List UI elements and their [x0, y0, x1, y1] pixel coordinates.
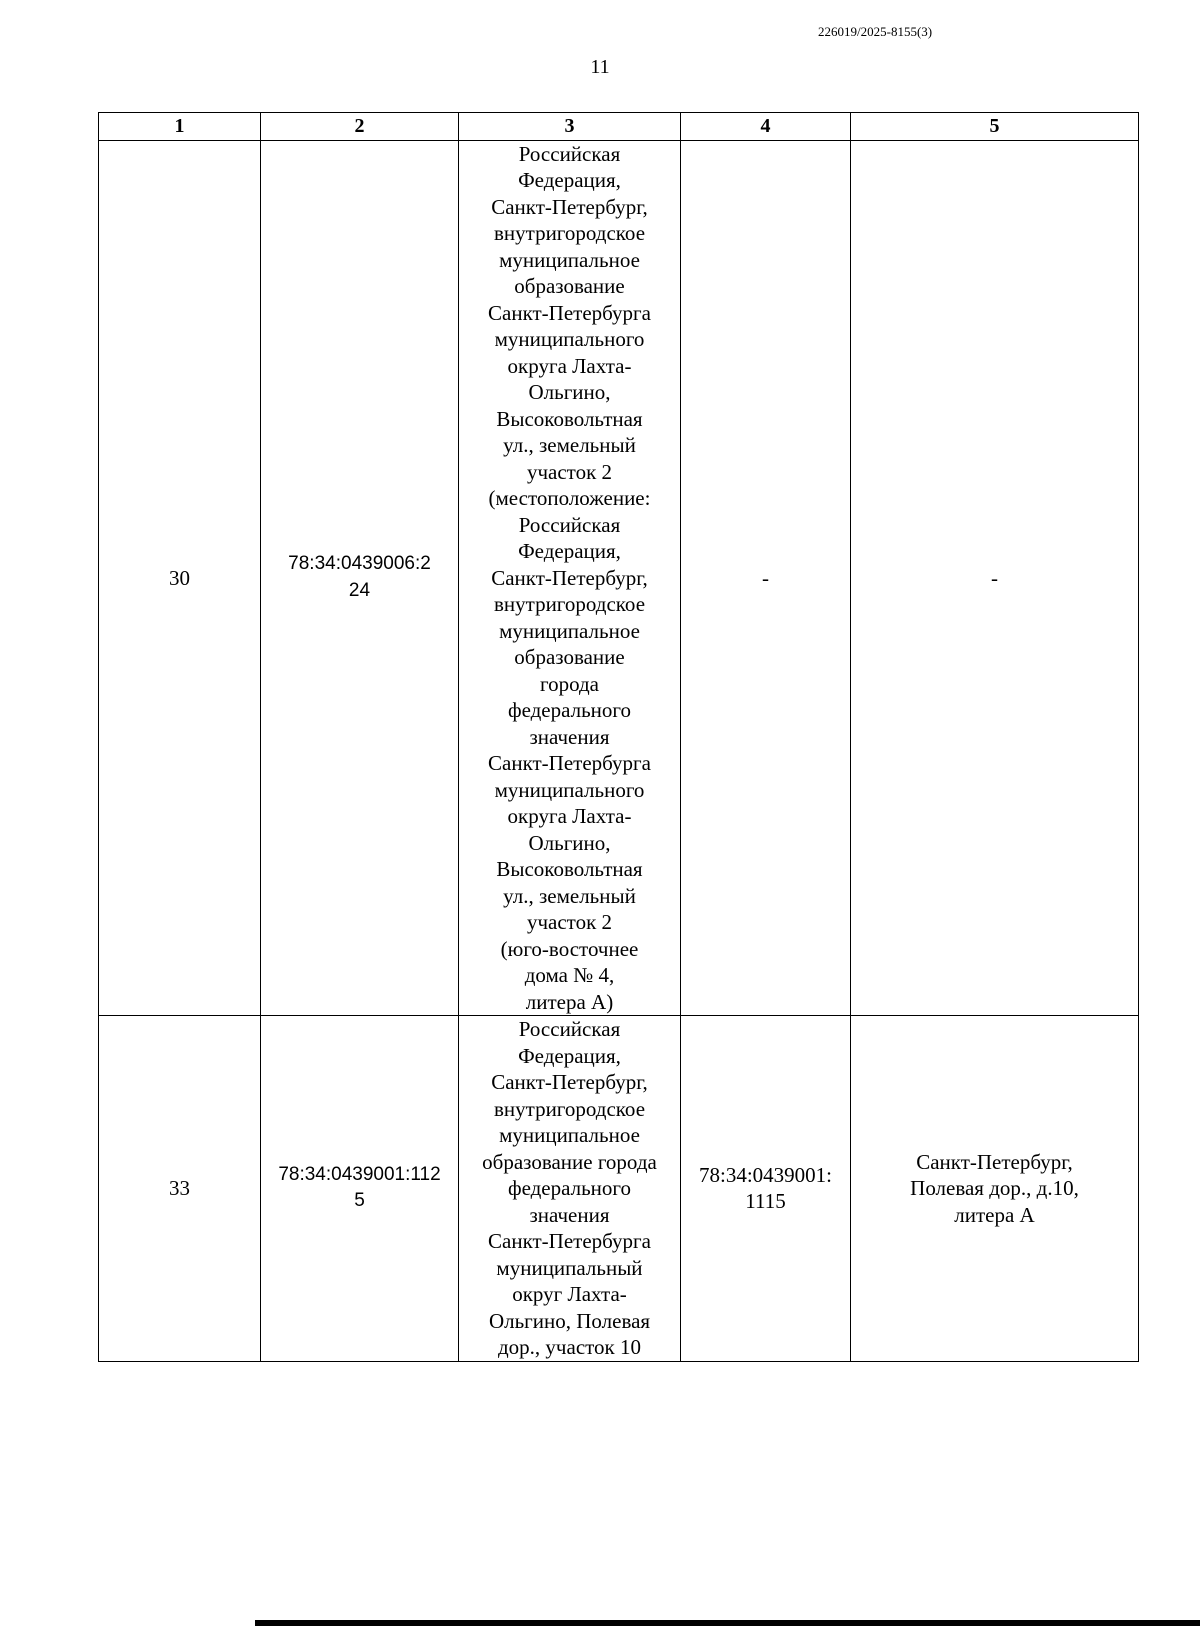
building-cadastral-value: 78:34:0439001:1115 — [698, 1162, 832, 1214]
land-address: Российская Федерация, Санкт-Петербург, внутригородское муниципальное образование города федерального значения Санкт-Петербурга муниципальный округ Лахта- Ольгино, Полевая дор., участок 10 — [459, 1016, 681, 1362]
land-cadastral-number — [261, 1016, 459, 1362]
page-number: 11 — [590, 56, 610, 78]
column-header-5: 5 — [851, 113, 1139, 141]
document-id: 226019/2025-8155(3) — [818, 24, 933, 39]
column-header-2: 2 — [261, 113, 459, 141]
row-number: 33 — [99, 1016, 261, 1362]
table-row — [99, 140, 1139, 1016]
land-address: Российская Федерация, Санкт-Петербург, внутригородское муниципальное образование Санкт-Петербурга муниципального округа Лахта- Ольгино, Высоковольтная ул., земельный участок 2 (местоположение: Российская Федерация, Санкт-Петербург, внутригородское муниципальное образование города федерального значения Санкт-Петербурга муниципального округа Лахта- Ольгино, Высоковольтная ул., земельный участок 2 (юго-восточнее дома № 4, литера А) — [459, 140, 681, 1016]
column-header-1: 1 — [99, 113, 261, 141]
land-cadastral-number — [261, 140, 459, 1016]
row-number: 30 — [99, 140, 261, 1016]
building-address: Санкт-Петербург, Полевая дор., д.10, литера А — [851, 1016, 1139, 1362]
header-row — [99, 113, 1139, 141]
building-cadastral-number: - — [681, 140, 851, 1016]
land-cadastral-value: 78:34:0439001:1125 — [278, 1163, 441, 1212]
table-row — [99, 1016, 1139, 1362]
column-header-3: 3 — [459, 113, 681, 141]
building-cadastral-number — [681, 1016, 851, 1362]
column-header-4: 4 — [681, 113, 851, 141]
land-cadastral-value: 78:34:0439006:224 — [288, 553, 431, 601]
scan-edge-bar — [255, 1620, 1200, 1626]
building-address: - — [851, 140, 1139, 1016]
register-table — [98, 112, 1139, 1362]
